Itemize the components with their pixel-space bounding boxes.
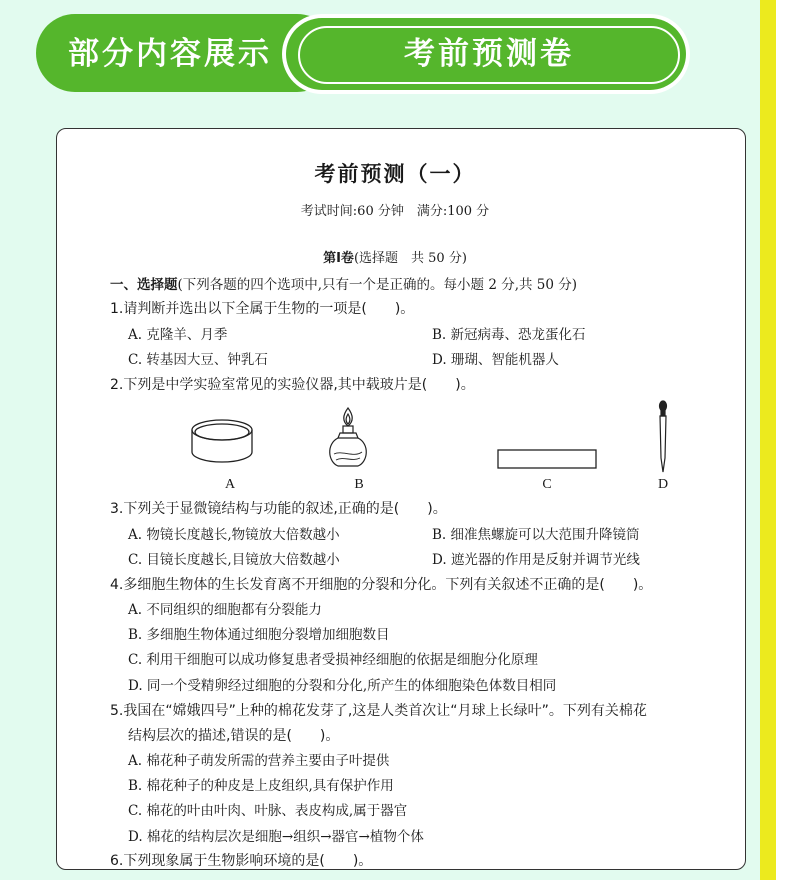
q1-option-d: D. 珊瑚、智能机器人 bbox=[432, 352, 559, 368]
figure-label-d: D bbox=[657, 477, 669, 492]
question-4-stem: 4.多细胞生物体的生长发育离不开细胞的分裂和分化。下列有关叙述不正确的是( )。 bbox=[110, 577, 653, 593]
section-suffix: (选择题 共 50 分) bbox=[353, 251, 467, 266]
question-5-stem-line-2: 结构层次的描述,错误的是( )。 bbox=[128, 728, 340, 744]
instruction-line bbox=[110, 275, 577, 295]
instrument-b-alcohol-lamp bbox=[330, 408, 367, 466]
yellow-edge-strip bbox=[760, 0, 776, 880]
q1-option-b: B. 新冠病毒、恐龙蛋化石 bbox=[432, 327, 586, 343]
q5-option-c: C. 棉花的叶由叶肉、叶脉、表皮构成,属于器官 bbox=[128, 803, 408, 819]
instrument-a-ring bbox=[192, 420, 252, 462]
q4-option-a: A. 不同组织的细胞都有分裂能力 bbox=[128, 602, 322, 618]
q1-option-a: A. 克隆羊、月季 bbox=[128, 327, 228, 343]
q1-option-c: C. 转基因大豆、钟乳石 bbox=[128, 352, 268, 368]
question-2-stem: 2.下列是中学实验室常见的实验仪器,其中载玻片是( )。 bbox=[110, 377, 475, 393]
section-prefix: 第Ⅰ卷 bbox=[323, 251, 354, 266]
exam-subtitle: 考试时间:60 分钟 满分:100 分 bbox=[300, 204, 490, 219]
q3-option-b: B. 细准焦螺旋可以大范围升降镜筒 bbox=[432, 527, 640, 543]
question-6-stem: 6.下列现象属于生物影响环境的是( )。 bbox=[110, 853, 373, 869]
banner-right-title: 考前预测卷 bbox=[404, 36, 574, 72]
q3-option-d: D. 遮光器的作用是反射并调节光线 bbox=[432, 552, 640, 568]
q5-option-b: B. 棉花种子的种皮是上皮组织,具有保护作用 bbox=[128, 778, 394, 794]
figure-label-b: B bbox=[354, 477, 364, 492]
question-5-stem-line-1: 5.我国在“嫦娥四号”上种的棉花发芽了,这是人类首次让“月球上长绿叶”。下列有关棉花 bbox=[110, 703, 647, 719]
q3-option-c: C. 目镜长度越长,目镜放大倍数越小 bbox=[128, 552, 340, 568]
instrument-d-dropper bbox=[660, 401, 667, 472]
question-1-stem: 1.请判断并选出以下全属于生物的一项是( )。 bbox=[110, 301, 415, 317]
q4-option-b: B. 多细胞生物体通过细胞分裂增加细胞数目 bbox=[128, 627, 390, 643]
figure-label-a: A bbox=[224, 477, 236, 492]
instruction-suffix: (下列各题的四个选项中,只有一个是正确的。每小题 2 分,共 50 分) bbox=[177, 277, 578, 293]
page-edge bbox=[776, 0, 790, 880]
lab-instruments-figure bbox=[180, 400, 700, 480]
q5-option-d: D. 棉花的结构层次是细胞→组织→器官→植物个体 bbox=[128, 829, 424, 845]
exam-title: 考前预测（一） bbox=[314, 162, 476, 186]
banner-left-title: 部分内容展示 bbox=[68, 36, 272, 72]
q4-option-d: D. 同一个受精卵经过细胞的分裂和分化,所产生的体细胞染色体数目相同 bbox=[128, 678, 557, 694]
figure-label-c: C bbox=[542, 477, 552, 492]
q3-option-a: A. 物镜长度越长,物镜放大倍数越小 bbox=[128, 527, 340, 543]
question-3-stem: 3.下列关于显微镜结构与功能的叙述,正确的是( )。 bbox=[110, 501, 447, 517]
instrument-c-glass-slide bbox=[498, 450, 596, 468]
instruction-prefix: 一、选择题 bbox=[110, 277, 178, 293]
section-heading bbox=[0, 249, 790, 269]
q4-option-c: C. 利用干细胞可以成功修复患者受损神经细胞的依据是细胞分化原理 bbox=[128, 652, 538, 668]
q5-option-a: A. 棉花种子萌发所需的营养主要由子叶提供 bbox=[128, 753, 390, 769]
